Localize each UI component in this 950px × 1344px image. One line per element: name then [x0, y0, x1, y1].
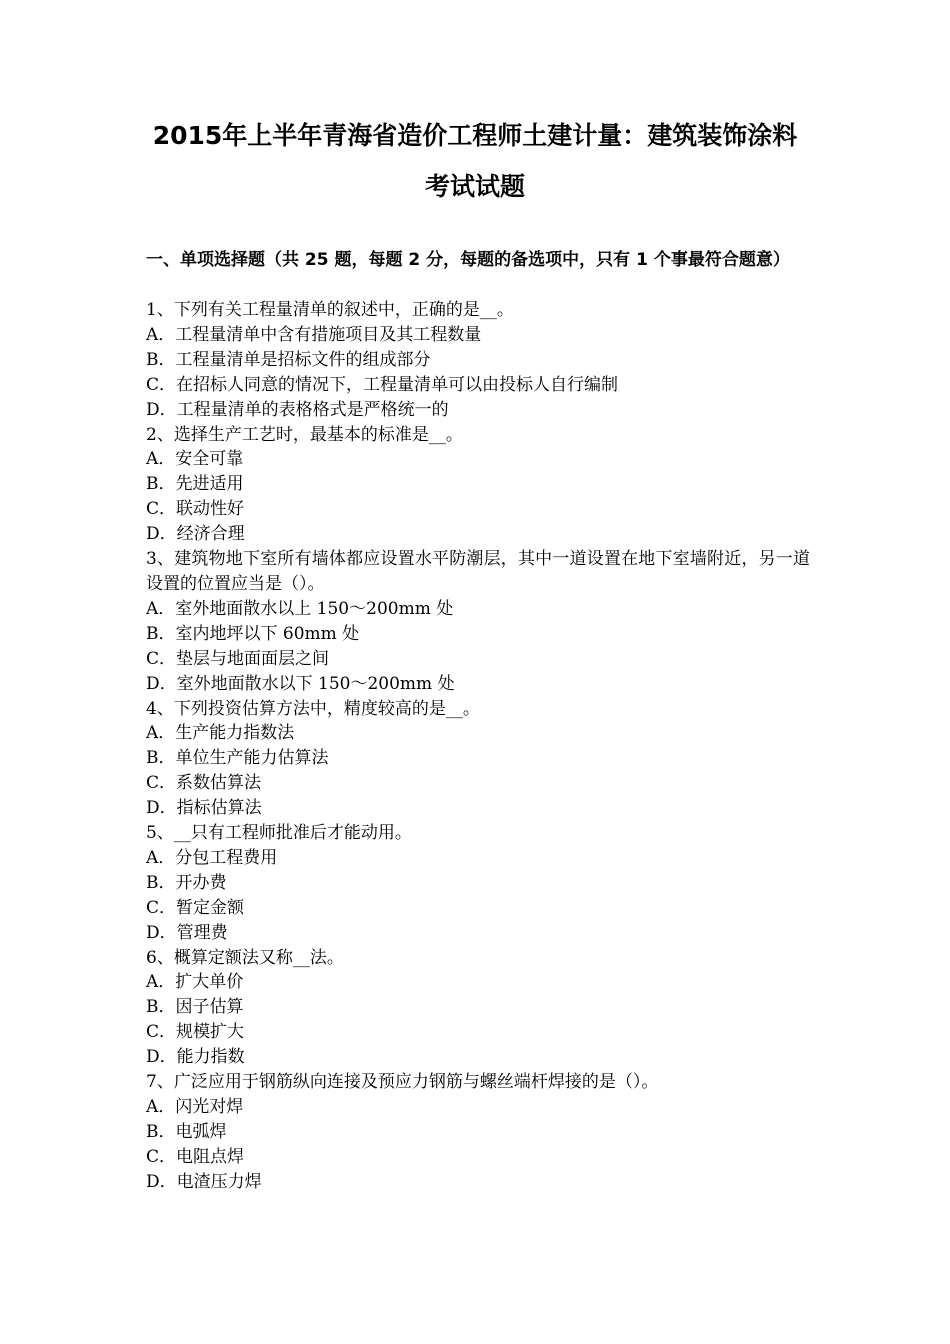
question-option: B．工程量清单是招标文件的组成部分	[146, 349, 431, 370]
question-option: C．规模扩大	[146, 1022, 245, 1043]
question-option: B．室内地坪以下 60mm 处	[146, 623, 360, 644]
question-option: C．暂定金额	[146, 897, 245, 918]
question-option: D．工程量清单的表格格式是严格统一的	[146, 399, 449, 420]
question-6	[146, 946, 810, 1071]
question-option: B．单位生产能力估算法	[146, 748, 329, 769]
question-5	[146, 821, 810, 946]
question-option: A．分包工程费用	[146, 847, 278, 868]
question-option: B．先进适用	[146, 474, 244, 495]
question-option: D．经济合理	[146, 524, 245, 545]
question-option: C．在招标人同意的情况下，工程量清单可以由投标人自行编制	[146, 374, 619, 395]
question-stem: 4、下列投资估算方法中，精度较高的是__。	[146, 698, 480, 719]
section-heading: 一、单项选择题（共 25 题，每题 2 分，每题的备选项中，只有 1 个事最符合题意）	[146, 250, 790, 270]
question-option: C．联动性好	[146, 499, 245, 520]
question-option: D．管理费	[146, 922, 228, 943]
question-option: A．工程量清单中含有措施项目及其工程数量	[146, 324, 482, 345]
question-stem: 7、广泛应用于钢筋纵向连接及预应力钢筋与螺丝端杆焊接的是（）。	[146, 1072, 659, 1093]
question-option: A．生产能力指数法	[146, 723, 295, 744]
question-option: D．指标估算法	[146, 798, 262, 819]
question-4	[146, 697, 810, 822]
question-option: B．开办费	[146, 872, 227, 893]
question-option: A．室外地面散水以上 150～200mm 处	[146, 598, 454, 619]
question-option: D．能力指数	[146, 1047, 245, 1068]
question-option: D．室外地面散水以下 150～200mm 处	[146, 673, 455, 694]
question-stem: 3、建筑物地下室所有墙体都应设置水平防潮层，其中一道设置在地下室墙附近，另一道设置的位置应当是（）。	[146, 549, 810, 594]
question-option: C．电阻点焊	[146, 1146, 245, 1167]
question-option: A．扩大单价	[146, 972, 244, 993]
document-title-line-1: 2015年上半年青海省造价工程师土建计量：建筑装饰涂料	[152, 121, 798, 150]
question-1	[146, 298, 810, 423]
question-stem: 6、概算定额法又称__法。	[146, 947, 344, 968]
document-title-line-2: 考试试题	[424, 172, 525, 201]
question-option: A．闪光对焊	[146, 1097, 244, 1117]
question-stem: 1、下列有关工程量清单的叙述中，正确的是__。	[146, 300, 514, 320]
question-option: B．电弧焊	[146, 1121, 227, 1142]
question-option: C．系数估算法	[146, 773, 262, 794]
question-list	[146, 298, 810, 1195]
question-2	[146, 423, 810, 548]
question-stem: 5、__只有工程师批准后才能动用。	[146, 823, 412, 844]
question-7	[146, 1070, 810, 1195]
question-option: B．因子估算	[146, 997, 244, 1018]
question-option: A．安全可靠	[146, 449, 244, 470]
question-option: C．垫层与地面面层之间	[146, 648, 330, 669]
question-stem: 2、选择生产工艺时，最基本的标准是__。	[146, 424, 463, 445]
question-option: D．电渣压力焊	[146, 1171, 262, 1192]
question-3	[146, 547, 810, 696]
